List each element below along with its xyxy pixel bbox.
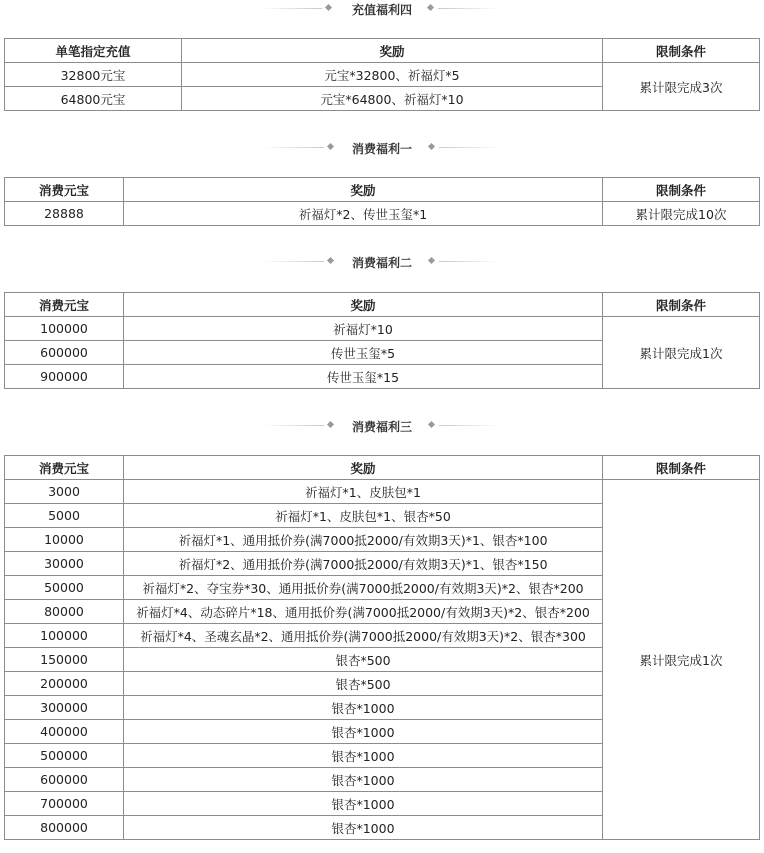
amount-cell: 300000 [5, 696, 124, 720]
amount-cell: 30000 [5, 552, 124, 576]
amount-cell: 64800元宝 [5, 87, 182, 111]
amount-cell: 3000 [5, 480, 124, 504]
amount-cell: 100000 [5, 624, 124, 648]
section-heading [0, 253, 764, 271]
reward-cell: 祈福灯*4、圣魂玄晶*2、通用抵价券(满7000抵2000/有效期3天)*2、银杏*300 [124, 624, 603, 648]
reward-cell: 祈福灯*2、传世玉玺*1 [124, 202, 603, 226]
reward-cell: 祈福灯*1、通用抵价券(满7000抵2000/有效期3天)*1、银杏*100 [124, 528, 603, 552]
table-header-row [5, 456, 760, 480]
table-row [5, 317, 760, 341]
amount-cell: 800000 [5, 816, 124, 840]
condition-cell: 累计限完成10次 [603, 202, 760, 226]
section-heading [0, 139, 764, 157]
reward-cell: 银杏*1000 [124, 816, 603, 840]
amount-cell: 32800元宝 [5, 63, 182, 87]
table-header-row [5, 293, 760, 317]
divider-line [438, 8, 500, 9]
amount-cell: 600000 [5, 341, 124, 365]
table-row [5, 480, 760, 504]
amount-cell: 50000 [5, 576, 124, 600]
header-cell: 奖励 [124, 178, 603, 202]
header-cell: 限制条件 [603, 293, 760, 317]
reward-cell: 银杏*1000 [124, 696, 603, 720]
header-cell: 奖励 [124, 293, 603, 317]
table-header-row [5, 178, 760, 202]
divider-line [439, 425, 501, 426]
reward-cell: 银杏*1000 [124, 744, 603, 768]
amount-cell: 200000 [5, 672, 124, 696]
amount-cell: 5000 [5, 504, 124, 528]
reward-cell: 祈福灯*2、通用抵价券(满7000抵2000/有效期3天)*1、银杏*150 [124, 552, 603, 576]
reward-cell: 祈福灯*4、动态碎片*18、通用抵价券(满7000抵2000/有效期3天)*2、银杏*200 [124, 600, 603, 624]
section-title: 充值福利四 [351, 3, 412, 17]
amount-cell: 700000 [5, 792, 124, 816]
reward-cell: 祈福灯*1、皮肤包*1、银杏*50 [124, 504, 603, 528]
section-title: 消费福利二 [351, 256, 412, 270]
header-cell: 消费元宝 [5, 178, 124, 202]
header-cell: 限制条件 [603, 178, 760, 202]
reward-cell: 银杏*500 [124, 672, 603, 696]
amount-cell: 900000 [5, 365, 124, 389]
section-heading [0, 0, 764, 18]
divider-line [439, 261, 501, 262]
consume-welfare-3-table [4, 455, 760, 840]
section-heading [0, 417, 764, 435]
amount-cell: 100000 [5, 317, 124, 341]
divider-line [439, 147, 501, 148]
reward-cell: 传世玉玺*5 [124, 341, 603, 365]
reward-cell: 传世玉玺*15 [124, 365, 603, 389]
condition-cell: 累计限完成3次 [603, 63, 760, 111]
header-cell: 限制条件 [603, 39, 760, 63]
reward-cell: 元宝*64800、祈福灯*10 [182, 87, 603, 111]
reward-cell: 祈福灯*2、夺宝券*30、通用抵价券(满7000抵2000/有效期3天)*2、银杏*200 [124, 576, 603, 600]
amount-cell: 500000 [5, 744, 124, 768]
amount-cell: 400000 [5, 720, 124, 744]
header-cell: 限制条件 [603, 456, 760, 480]
amount-cell: 80000 [5, 600, 124, 624]
amount-cell: 10000 [5, 528, 124, 552]
recharge-welfare-4-table [4, 38, 760, 111]
header-cell: 消费元宝 [5, 456, 124, 480]
amount-cell: 600000 [5, 768, 124, 792]
reward-cell: 银杏*1000 [124, 768, 603, 792]
section-title: 消费福利三 [351, 420, 412, 434]
amount-cell: 28888 [5, 202, 124, 226]
header-cell: 消费元宝 [5, 293, 124, 317]
reward-cell: 银杏*1000 [124, 792, 603, 816]
reward-cell: 祈福灯*10 [124, 317, 603, 341]
consume-welfare-2-table [4, 292, 760, 389]
section-title: 消费福利一 [351, 142, 412, 156]
reward-cell: 祈福灯*1、皮肤包*1 [124, 480, 603, 504]
header-cell: 单笔指定充值 [5, 39, 182, 63]
reward-cell: 银杏*1000 [124, 720, 603, 744]
amount-cell: 150000 [5, 648, 124, 672]
table-header-row [5, 39, 760, 63]
table-row [5, 202, 760, 226]
header-cell: 奖励 [182, 39, 603, 63]
reward-cell: 元宝*32800、祈福灯*5 [182, 63, 603, 87]
condition-cell: 累计限完成1次 [603, 480, 760, 840]
header-cell: 奖励 [124, 456, 603, 480]
condition-cell: 累计限完成1次 [603, 317, 760, 389]
table-row [5, 63, 760, 87]
consume-welfare-1-table [4, 177, 760, 226]
reward-cell: 银杏*500 [124, 648, 603, 672]
